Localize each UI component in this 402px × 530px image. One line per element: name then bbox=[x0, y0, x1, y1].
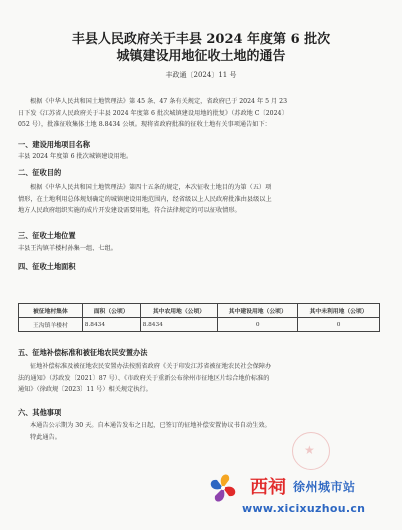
table-cell: 8.8434 bbox=[82, 318, 140, 332]
table-header-cell: 其中农用地（公顷） bbox=[140, 304, 218, 318]
section-1-heading: 一、建设用地项目名称 bbox=[18, 140, 90, 149]
section-5-heading: 五、征地补偿标准和被征地农民安置办法 bbox=[18, 348, 148, 357]
table-header-cell: 面积（公顷） bbox=[82, 304, 140, 318]
intro-line: 日下发《江苏省人民政府关于丰县 2024 年度第 6 批次城镇建设用地的批复》（苏政地 C〔2024〕 bbox=[18, 109, 288, 117]
section-3-text bbox=[18, 243, 386, 255]
pinwheel-logo-icon bbox=[205, 468, 241, 508]
table-cell: 8.8434 bbox=[140, 318, 218, 332]
section-4-heading: 四、征收土地面积 bbox=[18, 262, 76, 271]
section-1-line: 丰县 2024 年度第 6 批次城镇建设用地。 bbox=[18, 153, 133, 160]
section-6-heading: 六、其他事项 bbox=[18, 408, 62, 417]
section-5-paragraph bbox=[18, 361, 386, 396]
table-cell: 王沟镇羊楼村 bbox=[19, 318, 83, 332]
document-title-line-2: 城镇建设用地征收土地的通告 bbox=[116, 49, 286, 64]
watermark-url: www.xicixuzhou.cn bbox=[242, 502, 366, 515]
watermark-brand-red: 西祠 bbox=[250, 477, 286, 498]
section-2-line: 根据《中华人民共和国土地管理法》第四十五条的规定，本次征收土地目的为第（五）项 bbox=[30, 184, 272, 191]
section-2-line: 情形，在土地利用总体规划确定的城镇建设用地范围内，经省级以上人民政府批准由县级以上 bbox=[18, 195, 272, 203]
section-3-heading: 三、征收土地位置 bbox=[18, 231, 76, 240]
section-5-line: 法的通知》（苏政发〔2021〕87 号）、《市政府关于重新公布徐州市征地区片综合地价标准的 bbox=[18, 374, 270, 382]
table-header-cell: 其中未利用地（公顷） bbox=[298, 304, 380, 318]
seal-star-icon: ★ bbox=[304, 443, 315, 457]
section-3-line: 丰县王沟镇羊楼村孙集一组、七组。 bbox=[18, 245, 117, 252]
document-number: 丰政通〔2024〕11 号 bbox=[165, 71, 237, 79]
table-cell: 0 bbox=[218, 318, 298, 332]
land-area-table bbox=[18, 303, 380, 332]
table-header-cell: 其中建设用地（公顷） bbox=[218, 304, 298, 318]
section-6-line: 特此通告。 bbox=[30, 433, 61, 441]
section-1-text bbox=[18, 151, 386, 163]
watermark-brand-blue: 徐州城市站 bbox=[293, 480, 356, 494]
section-6-paragraph bbox=[18, 420, 386, 443]
section-5-line: 通知》（徐政规〔2023〕11 号）相关规定执行。 bbox=[18, 386, 152, 393]
document-title-line-1: 丰县人民政府关于丰县 2024 年度第 6 批次 bbox=[71, 32, 331, 47]
section-2-paragraph bbox=[18, 182, 386, 217]
table-row bbox=[19, 318, 380, 332]
section-6-line: 本通告公示期为 30 天。自本通告发布之日起，已签订的征地补偿安置协议书自动生效。 bbox=[30, 422, 271, 429]
intro-line: 052 号），批准征收集体土地 8.8434 公顷。现将省政府批准的征收土地有关事项通告如下： bbox=[18, 121, 271, 128]
intro-line: 根据《中华人民共和国土地管理法》第 45 条、47 条有关规定，省政府已于 2024 年 5 月 23 bbox=[30, 98, 288, 105]
intro-paragraph bbox=[18, 96, 386, 131]
section-2-line: 地方人民政府组织实施的成片开发建设需要用地，符合法律规定的可以征收情形。 bbox=[18, 207, 241, 214]
table-cell: 0 bbox=[298, 318, 380, 332]
table-header-row bbox=[19, 304, 380, 318]
table-header-cell: 被征地村集体 bbox=[19, 304, 83, 318]
section-5-line: 征地补偿标准及被征地农民安置办法按照省政府《关于印发江苏省被征地农民社会保障办 bbox=[30, 363, 272, 370]
section-2-heading: 二、征收目的 bbox=[18, 168, 62, 177]
